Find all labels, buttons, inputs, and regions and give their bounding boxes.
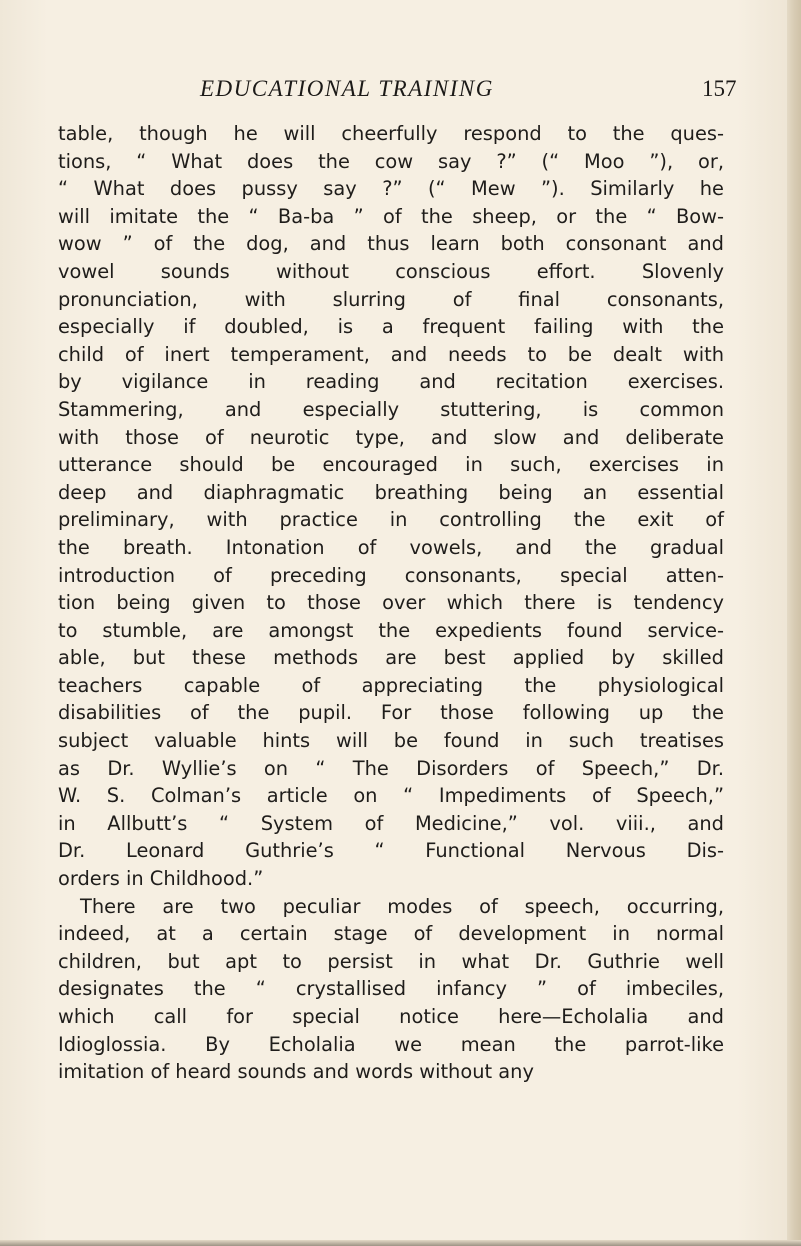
text-line: will imitate the “ Ba-ba ” of the sheep, or the “ Bow-: [58, 204, 724, 228]
text-line: child of inert temperament, and needs to be dealt with: [58, 342, 724, 366]
text-line: as Dr. Wyllie’s on “ The Disorders of Speech,” Dr.: [58, 756, 724, 780]
text-line: with those of neurotic type, and slow and deliberate: [58, 425, 724, 449]
text-line: the breath. Intonation of vowels, and the gradual: [58, 535, 724, 559]
text-line: “ What does pussy say ?” (“ Mew ”). Similarly he: [58, 177, 724, 201]
text-line: tion being given to those over which there is tendency: [58, 591, 724, 615]
text-line: table, though he will cheerfully respond to the ques-: [58, 122, 724, 145]
page-edge-bottom: [0, 1240, 801, 1246]
body-text: [58, 120, 724, 1086]
text-line: which call for special notice here—Echolalia and: [58, 1005, 724, 1028]
text-line: pronunciation, with slurring of final consonants,: [58, 287, 724, 311]
text-line: able, but these methods are best applied by skilled: [58, 646, 724, 670]
text-line: introduction of preceding consonants, special atten-: [58, 563, 724, 587]
text-line: subject valuable hints will be found in such treatises: [58, 729, 724, 753]
text-line: deep and diaphragmatic breathing being an essential: [58, 480, 724, 504]
text-line: orders in Childhood.”: [58, 867, 264, 891]
text-line: indeed, at a certain stage of development in normal: [58, 922, 724, 946]
page-number: 157: [702, 76, 737, 101]
text-line: tions, “ What does the cow say ?” (“ Moo ”), or,: [58, 149, 724, 173]
text-line: Idioglossia. By Echolalia we mean the parrot-like: [58, 1032, 724, 1056]
text-line: in Allbutt’s “ System of Medicine,” vol. viii., and: [58, 811, 724, 835]
text-line: designates the “ crystallised infancy ” of imbeciles,: [58, 977, 724, 1001]
text-line: wow ” of the dog, and thus learn both consonant and: [58, 232, 724, 256]
text-line: to stumble, are amongst the expedients found service-: [58, 618, 724, 642]
text-line: vowel sounds without conscious effort. Slovenly: [58, 259, 724, 283]
text-line: Dr. Leonard Guthrie’s “ Functional Nervous Dis-: [58, 839, 724, 863]
text-line: utterance should be encouraged in such, exercises in: [58, 453, 724, 477]
text-line: by vigilance in reading and recitation exercises.: [58, 370, 724, 394]
text-line: children, but apt to persist in what Dr. Guthrie well: [58, 949, 724, 973]
text-line: Stammering, and especially stuttering, is common: [58, 397, 724, 421]
text-line: imitation of heard sounds and words without any: [58, 1060, 534, 1084]
text-line: disabilities of the pupil. For those following up the: [58, 701, 724, 725]
text-line: W. S. Colman’s article on “ Impediments of Speech,”: [58, 784, 724, 808]
running-head: [0, 76, 801, 110]
page-edge-right: [787, 0, 801, 1246]
text-line: preliminary, with practice in controlling the exit of: [58, 508, 724, 532]
text-line: teachers capable of appreciating the physiological: [58, 673, 724, 697]
text-line: especially if doubled, is a frequent failing with the: [58, 315, 724, 339]
text-line: There are two peculiar modes of speech, occurring,: [80, 894, 724, 918]
chapter-title: EDUCATIONAL TRAINING: [200, 76, 494, 101]
